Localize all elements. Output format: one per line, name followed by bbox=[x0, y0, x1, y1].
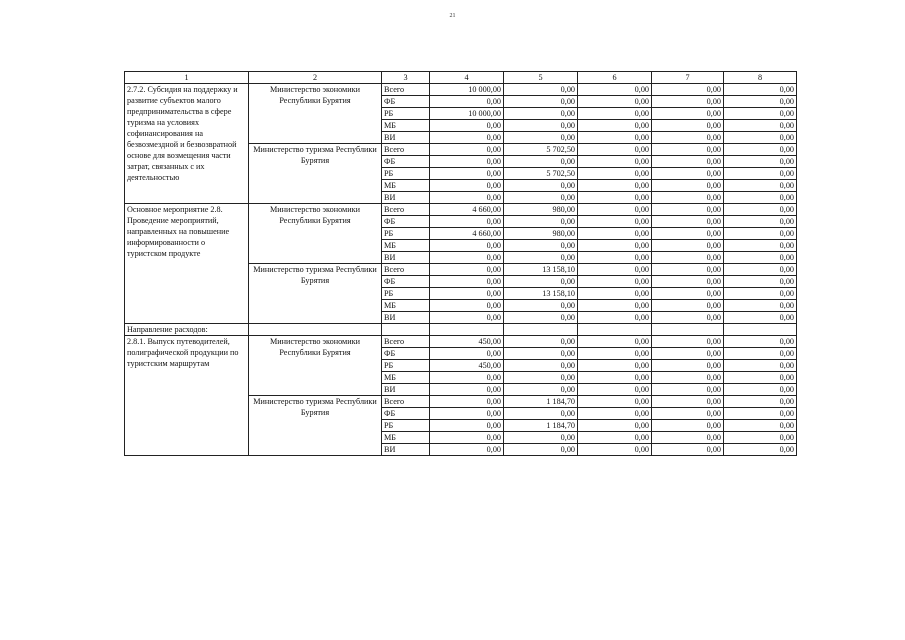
measure-name: Основное мероприятие 2.8. Проведение мероприятий, направленных на повышение информированности о туристском продукте bbox=[125, 204, 249, 324]
amount-cell: 0,00 bbox=[578, 420, 652, 432]
amount-cell: 5 702,50 bbox=[504, 144, 578, 156]
amount-cell: 0,00 bbox=[652, 372, 724, 384]
table-header-row bbox=[125, 72, 797, 84]
amount-cell: 0,00 bbox=[652, 252, 724, 264]
section-heading: Направление расходов: bbox=[125, 324, 249, 336]
funding-source: РБ bbox=[382, 420, 430, 432]
amount-cell: 980,00 bbox=[504, 228, 578, 240]
table-row bbox=[125, 84, 797, 96]
funding-source: МБ bbox=[382, 240, 430, 252]
amount-cell: 0,00 bbox=[578, 108, 652, 120]
amount-cell: 0,00 bbox=[578, 252, 652, 264]
amount-cell: 0,00 bbox=[578, 84, 652, 96]
funding-source: Всего bbox=[382, 396, 430, 408]
amount-cell: 0,00 bbox=[504, 336, 578, 348]
amount-cell: 0,00 bbox=[430, 288, 504, 300]
amount-cell: 450,00 bbox=[430, 336, 504, 348]
table-row bbox=[125, 204, 797, 216]
amount-cell: 0,00 bbox=[724, 192, 797, 204]
amount-cell: 0,00 bbox=[724, 384, 797, 396]
amount-cell: 0,00 bbox=[504, 384, 578, 396]
amount-cell: 0,00 bbox=[578, 192, 652, 204]
column-header: 2 bbox=[249, 72, 382, 84]
amount-cell: 0,00 bbox=[504, 216, 578, 228]
amount-cell: 0,00 bbox=[652, 432, 724, 444]
section-heading-row bbox=[125, 324, 797, 336]
funding-source: ФБ bbox=[382, 276, 430, 288]
amount-cell: 0,00 bbox=[430, 156, 504, 168]
amount-cell: 450,00 bbox=[430, 360, 504, 372]
empty-cell bbox=[652, 324, 724, 336]
funding-source: МБ bbox=[382, 300, 430, 312]
amount-cell: 0,00 bbox=[430, 384, 504, 396]
amount-cell: 5 702,50 bbox=[504, 168, 578, 180]
amount-cell: 0,00 bbox=[578, 228, 652, 240]
amount-cell: 0,00 bbox=[652, 228, 724, 240]
amount-cell: 0,00 bbox=[504, 180, 578, 192]
amount-cell: 0,00 bbox=[724, 108, 797, 120]
amount-cell: 0,00 bbox=[430, 312, 504, 324]
amount-cell: 0,00 bbox=[652, 348, 724, 360]
amount-cell: 0,00 bbox=[724, 264, 797, 276]
amount-cell: 0,00 bbox=[578, 288, 652, 300]
column-header: 1 bbox=[125, 72, 249, 84]
amount-cell: 0,00 bbox=[724, 84, 797, 96]
amount-cell: 0,00 bbox=[430, 444, 504, 456]
empty-cell bbox=[724, 324, 797, 336]
funding-source: ФБ bbox=[382, 96, 430, 108]
amount-cell: 0,00 bbox=[578, 384, 652, 396]
amount-cell: 4 660,00 bbox=[430, 228, 504, 240]
funding-source: Всего bbox=[382, 84, 430, 96]
amount-cell: 0,00 bbox=[430, 432, 504, 444]
amount-cell: 0,00 bbox=[430, 216, 504, 228]
responsible-org: Министерство экономики Республики Бурятия bbox=[249, 84, 382, 144]
funding-source: РБ bbox=[382, 108, 430, 120]
amount-cell: 1 184,70 bbox=[504, 396, 578, 408]
amount-cell: 0,00 bbox=[578, 408, 652, 420]
amount-cell: 0,00 bbox=[724, 348, 797, 360]
funding-source: МБ bbox=[382, 120, 430, 132]
funding-source: ВИ bbox=[382, 252, 430, 264]
amount-cell: 0,00 bbox=[578, 396, 652, 408]
page-number: 21 bbox=[449, 13, 456, 19]
amount-cell: 0,00 bbox=[504, 372, 578, 384]
amount-cell: 0,00 bbox=[578, 444, 652, 456]
amount-cell: 10 000,00 bbox=[430, 84, 504, 96]
amount-cell: 0,00 bbox=[578, 432, 652, 444]
amount-cell: 0,00 bbox=[652, 420, 724, 432]
amount-cell: 0,00 bbox=[430, 276, 504, 288]
funding-source: ФБ bbox=[382, 156, 430, 168]
amount-cell: 0,00 bbox=[578, 360, 652, 372]
amount-cell: 0,00 bbox=[724, 432, 797, 444]
responsible-org: Министерство туризма Республики Бурятия bbox=[249, 144, 382, 204]
responsible-org: Министерство экономики Республики Бурятия bbox=[249, 204, 382, 264]
empty-cell bbox=[249, 324, 382, 336]
amount-cell: 0,00 bbox=[430, 144, 504, 156]
amount-cell: 0,00 bbox=[724, 96, 797, 108]
amount-cell: 0,00 bbox=[724, 444, 797, 456]
amount-cell: 13 158,10 bbox=[504, 288, 578, 300]
amount-cell: 0,00 bbox=[504, 432, 578, 444]
funding-source: ФБ bbox=[382, 408, 430, 420]
amount-cell: 0,00 bbox=[724, 396, 797, 408]
amount-cell: 1 184,70 bbox=[504, 420, 578, 432]
amount-cell: 0,00 bbox=[652, 120, 724, 132]
empty-cell bbox=[504, 324, 578, 336]
amount-cell: 0,00 bbox=[578, 132, 652, 144]
amount-cell: 0,00 bbox=[578, 156, 652, 168]
funding-source: ВИ bbox=[382, 192, 430, 204]
amount-cell: 0,00 bbox=[504, 120, 578, 132]
amount-cell: 0,00 bbox=[724, 228, 797, 240]
amount-cell: 0,00 bbox=[724, 300, 797, 312]
funding-source: Всего bbox=[382, 336, 430, 348]
amount-cell: 0,00 bbox=[724, 120, 797, 132]
amount-cell: 0,00 bbox=[724, 144, 797, 156]
funding-source: МБ bbox=[382, 432, 430, 444]
amount-cell: 0,00 bbox=[430, 132, 504, 144]
amount-cell: 0,00 bbox=[724, 204, 797, 216]
amount-cell: 0,00 bbox=[504, 192, 578, 204]
amount-cell: 0,00 bbox=[652, 168, 724, 180]
amount-cell: 0,00 bbox=[578, 216, 652, 228]
amount-cell: 0,00 bbox=[504, 156, 578, 168]
amount-cell: 0,00 bbox=[724, 216, 797, 228]
amount-cell: 4 660,00 bbox=[430, 204, 504, 216]
amount-cell: 0,00 bbox=[652, 180, 724, 192]
amount-cell: 0,00 bbox=[652, 144, 724, 156]
amount-cell: 980,00 bbox=[504, 204, 578, 216]
amount-cell: 0,00 bbox=[724, 408, 797, 420]
column-header: 8 bbox=[724, 72, 797, 84]
responsible-org: Министерство экономики Республики Бурятия bbox=[249, 336, 382, 396]
amount-cell: 0,00 bbox=[578, 240, 652, 252]
amount-cell: 0,00 bbox=[724, 360, 797, 372]
amount-cell: 0,00 bbox=[652, 240, 724, 252]
budget-table-body bbox=[125, 72, 797, 456]
amount-cell: 0,00 bbox=[430, 240, 504, 252]
amount-cell: 0,00 bbox=[652, 132, 724, 144]
amount-cell: 0,00 bbox=[430, 348, 504, 360]
amount-cell: 0,00 bbox=[724, 168, 797, 180]
amount-cell: 0,00 bbox=[504, 96, 578, 108]
funding-source: ВИ bbox=[382, 312, 430, 324]
amount-cell: 0,00 bbox=[652, 216, 724, 228]
amount-cell: 0,00 bbox=[578, 204, 652, 216]
amount-cell: 0,00 bbox=[724, 312, 797, 324]
amount-cell: 0,00 bbox=[504, 348, 578, 360]
amount-cell: 0,00 bbox=[504, 132, 578, 144]
amount-cell: 0,00 bbox=[652, 96, 724, 108]
amount-cell: 0,00 bbox=[724, 420, 797, 432]
amount-cell: 0,00 bbox=[504, 84, 578, 96]
amount-cell: 0,00 bbox=[578, 372, 652, 384]
amount-cell: 0,00 bbox=[652, 192, 724, 204]
funding-source: РБ bbox=[382, 288, 430, 300]
amount-cell: 0,00 bbox=[504, 276, 578, 288]
amount-cell: 13 158,10 bbox=[504, 264, 578, 276]
column-header: 6 bbox=[578, 72, 652, 84]
funding-source: ВИ bbox=[382, 132, 430, 144]
amount-cell: 10 000,00 bbox=[430, 108, 504, 120]
amount-cell: 0,00 bbox=[724, 240, 797, 252]
funding-source: Всего bbox=[382, 144, 430, 156]
funding-source: Всего bbox=[382, 264, 430, 276]
amount-cell: 0,00 bbox=[724, 156, 797, 168]
amount-cell: 0,00 bbox=[430, 396, 504, 408]
responsible-org: Министерство туризма Республики Бурятия bbox=[249, 396, 382, 456]
amount-cell: 0,00 bbox=[578, 144, 652, 156]
amount-cell: 0,00 bbox=[652, 384, 724, 396]
amount-cell: 0,00 bbox=[578, 120, 652, 132]
amount-cell: 0,00 bbox=[430, 96, 504, 108]
amount-cell: 0,00 bbox=[430, 252, 504, 264]
column-header: 4 bbox=[430, 72, 504, 84]
empty-cell bbox=[382, 324, 430, 336]
amount-cell: 0,00 bbox=[578, 168, 652, 180]
responsible-org: Министерство туризма Республики Бурятия bbox=[249, 264, 382, 324]
amount-cell: 0,00 bbox=[430, 264, 504, 276]
funding-source: РБ bbox=[382, 168, 430, 180]
funding-source: РБ bbox=[382, 360, 430, 372]
amount-cell: 0,00 bbox=[652, 108, 724, 120]
table-row bbox=[125, 336, 797, 348]
amount-cell: 0,00 bbox=[504, 252, 578, 264]
column-header: 7 bbox=[652, 72, 724, 84]
amount-cell: 0,00 bbox=[430, 372, 504, 384]
amount-cell: 0,00 bbox=[652, 276, 724, 288]
amount-cell: 0,00 bbox=[652, 408, 724, 420]
amount-cell: 0,00 bbox=[578, 276, 652, 288]
funding-source: МБ bbox=[382, 180, 430, 192]
measure-name: 2.8.1. Выпуск путеводителей, полиграфической продукции по туристским маршрутам bbox=[125, 336, 249, 456]
amount-cell: 0,00 bbox=[578, 336, 652, 348]
amount-cell: 0,00 bbox=[724, 276, 797, 288]
column-header: 3 bbox=[382, 72, 430, 84]
funding-source: ВИ bbox=[382, 444, 430, 456]
amount-cell: 0,00 bbox=[430, 408, 504, 420]
funding-source: ФБ bbox=[382, 216, 430, 228]
funding-source: Всего bbox=[382, 204, 430, 216]
amount-cell: 0,00 bbox=[504, 300, 578, 312]
measure-name: 2.7.2. Субсидия на поддержку и развитие субъектов малого предпринимательства в сфере туризма на условиях софинансирования на безвозмездной и безвозвратной основе для возмещения части затрат, связанных с их деятельностью bbox=[125, 84, 249, 204]
amount-cell: 0,00 bbox=[652, 312, 724, 324]
empty-cell bbox=[430, 324, 504, 336]
amount-cell: 0,00 bbox=[652, 444, 724, 456]
amount-cell: 0,00 bbox=[724, 288, 797, 300]
amount-cell: 0,00 bbox=[430, 180, 504, 192]
amount-cell: 0,00 bbox=[652, 84, 724, 96]
amount-cell: 0,00 bbox=[504, 360, 578, 372]
amount-cell: 0,00 bbox=[504, 408, 578, 420]
amount-cell: 0,00 bbox=[430, 192, 504, 204]
amount-cell: 0,00 bbox=[652, 336, 724, 348]
funding-source: МБ bbox=[382, 372, 430, 384]
funding-source: РБ bbox=[382, 228, 430, 240]
amount-cell: 0,00 bbox=[430, 168, 504, 180]
amount-cell: 0,00 bbox=[724, 372, 797, 384]
funding-source: ВИ bbox=[382, 384, 430, 396]
amount-cell: 0,00 bbox=[504, 240, 578, 252]
amount-cell: 0,00 bbox=[652, 288, 724, 300]
empty-cell bbox=[578, 324, 652, 336]
amount-cell: 0,00 bbox=[578, 180, 652, 192]
amount-cell: 0,00 bbox=[430, 120, 504, 132]
amount-cell: 0,00 bbox=[724, 132, 797, 144]
amount-cell: 0,00 bbox=[652, 156, 724, 168]
amount-cell: 0,00 bbox=[652, 396, 724, 408]
amount-cell: 0,00 bbox=[504, 108, 578, 120]
amount-cell: 0,00 bbox=[724, 252, 797, 264]
amount-cell: 0,00 bbox=[578, 96, 652, 108]
amount-cell: 0,00 bbox=[724, 180, 797, 192]
amount-cell: 0,00 bbox=[578, 300, 652, 312]
amount-cell: 0,00 bbox=[652, 300, 724, 312]
amount-cell: 0,00 bbox=[652, 360, 724, 372]
amount-cell: 0,00 bbox=[430, 300, 504, 312]
budget-table bbox=[124, 71, 797, 456]
amount-cell: 0,00 bbox=[578, 312, 652, 324]
amount-cell: 0,00 bbox=[724, 336, 797, 348]
amount-cell: 0,00 bbox=[504, 444, 578, 456]
amount-cell: 0,00 bbox=[430, 420, 504, 432]
amount-cell: 0,00 bbox=[578, 264, 652, 276]
amount-cell: 0,00 bbox=[578, 348, 652, 360]
amount-cell: 0,00 bbox=[652, 204, 724, 216]
funding-source: ФБ bbox=[382, 348, 430, 360]
column-header: 5 bbox=[504, 72, 578, 84]
amount-cell: 0,00 bbox=[652, 264, 724, 276]
amount-cell: 0,00 bbox=[504, 312, 578, 324]
